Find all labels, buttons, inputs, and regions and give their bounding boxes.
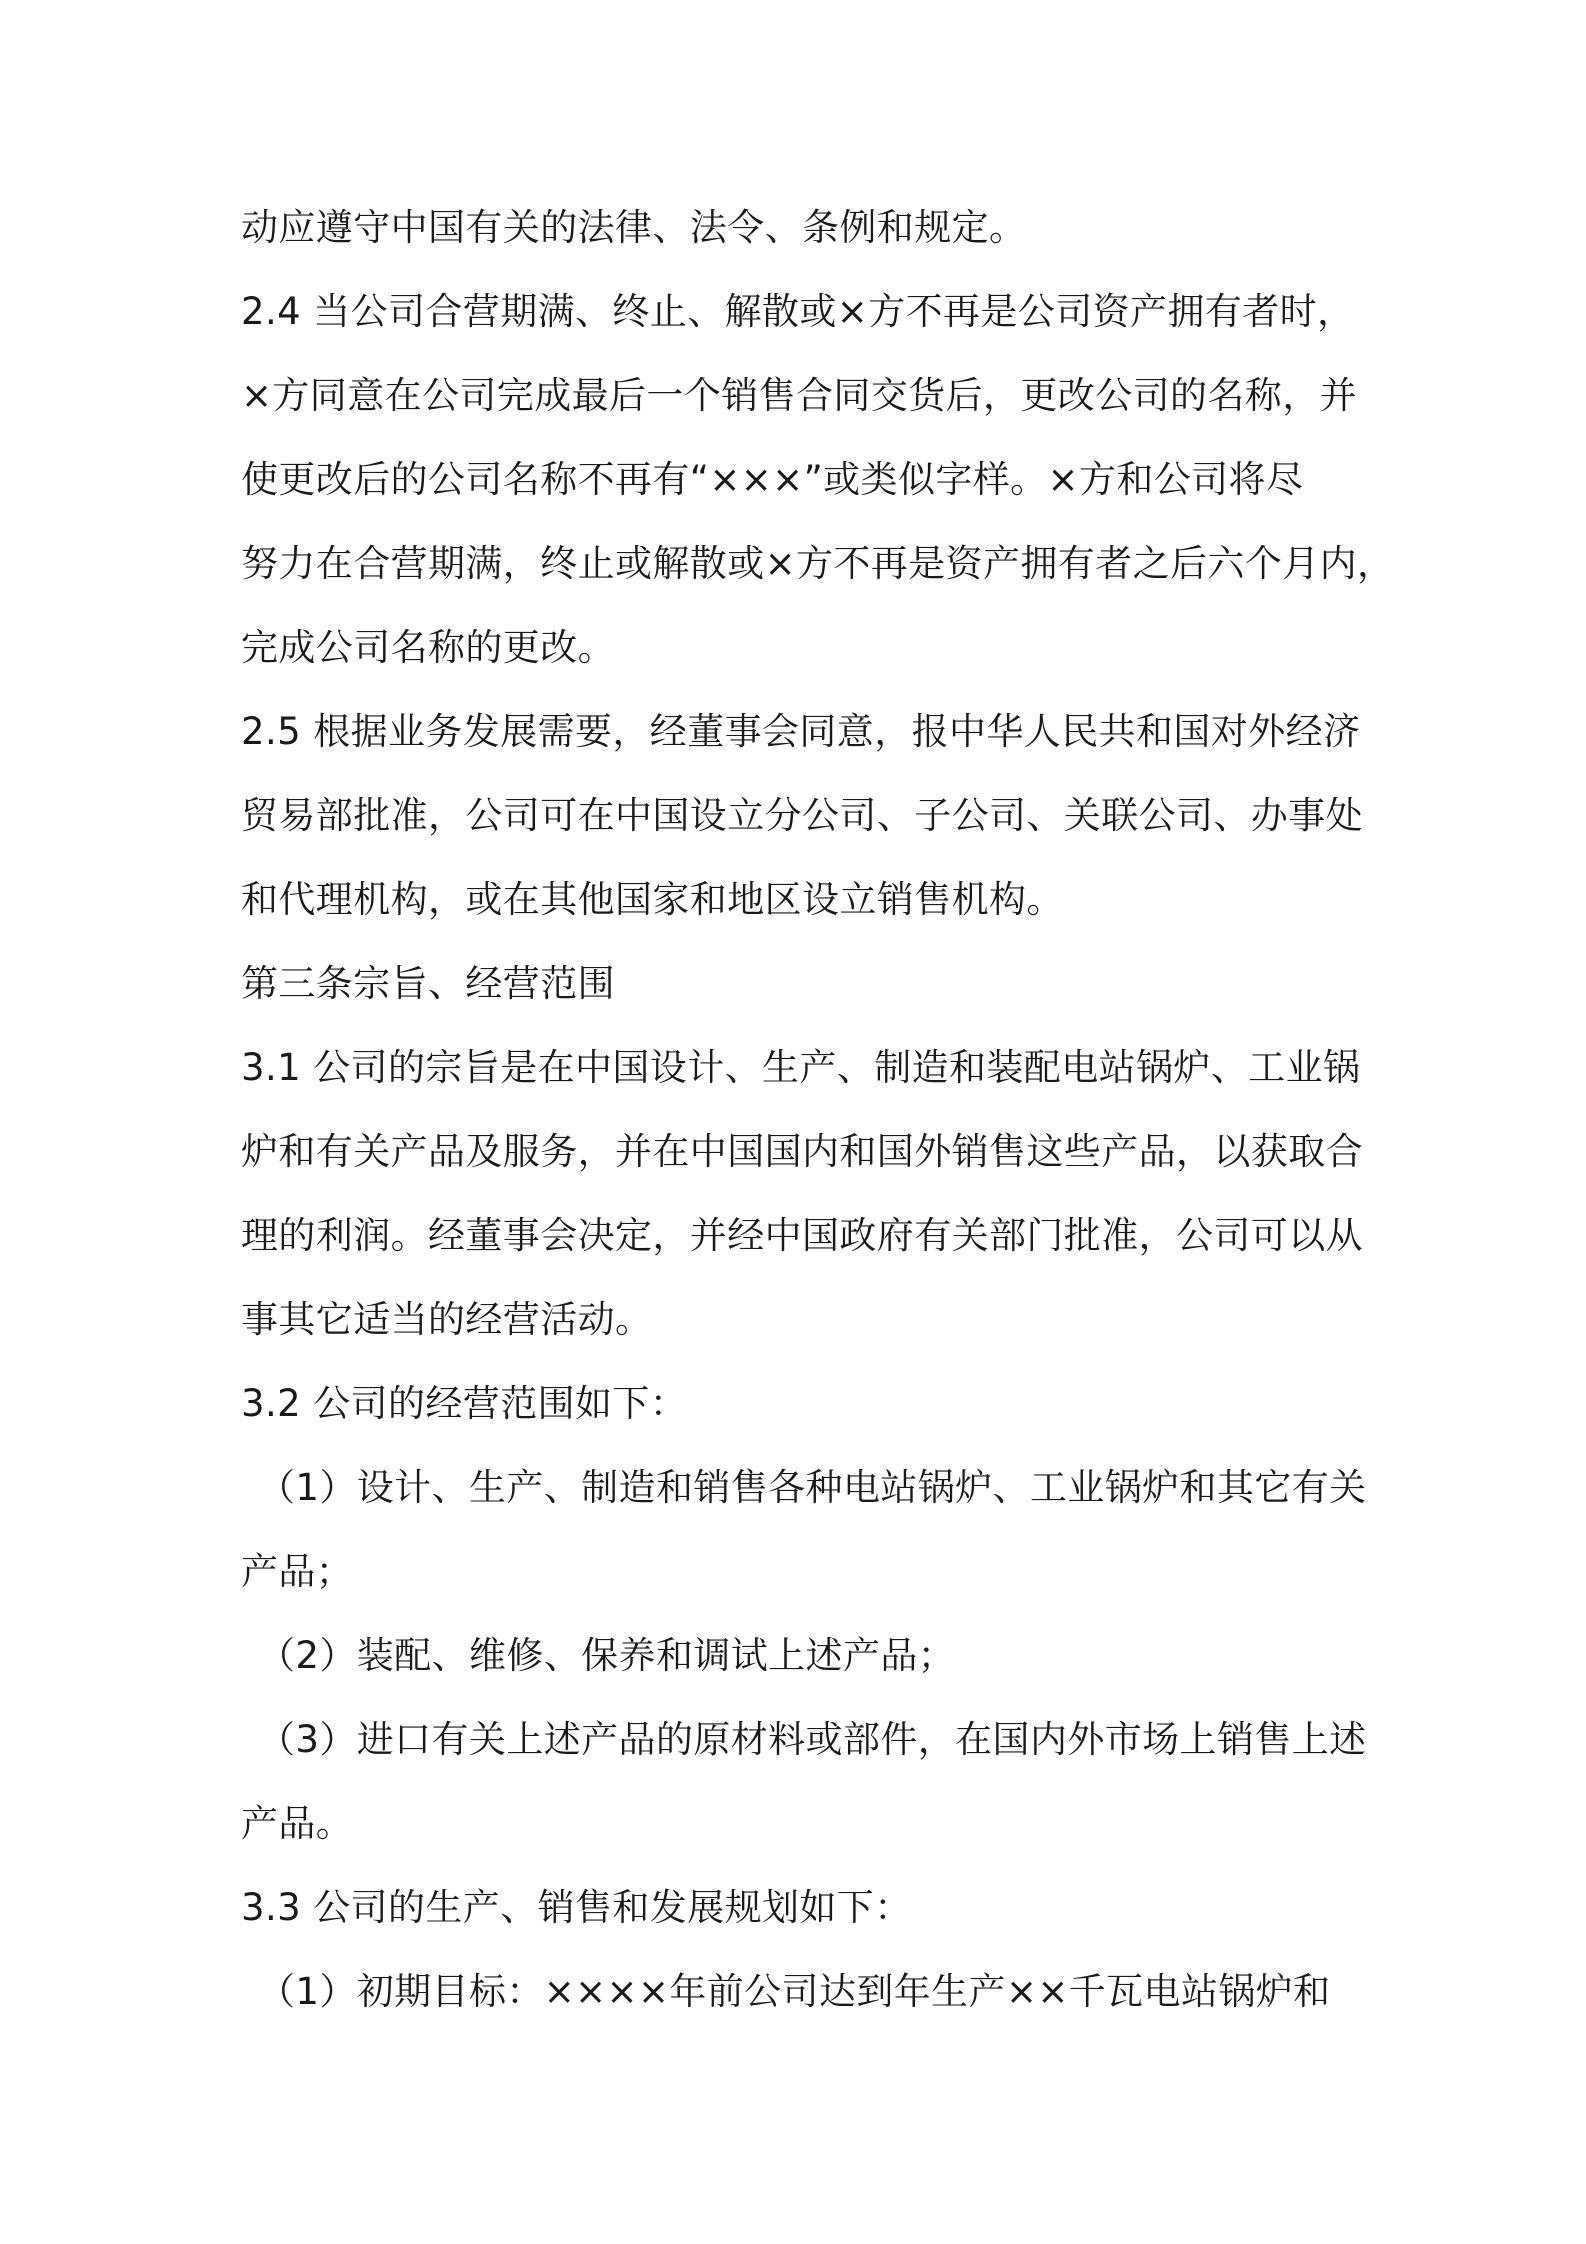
text-line-1: 动应遵守中国有关的法律、法令、条例和规定。 — [241, 206, 1027, 249]
text-line-8: 贸易部批准，公司可在中国设立分公司、子公司、关联公司、办事处 — [241, 794, 1363, 837]
text-line-6: 完成公司名称的更改。 — [241, 626, 615, 669]
text-line-4: 使更改后的公司名称不再有“×××”或类似字样。×方和公司将尽 — [241, 458, 1304, 501]
text-line-11: 3.1 公司的宗旨是在中国设计、生产、制造和装配电站锅炉、工业锅 — [241, 1046, 1361, 1089]
text-line-3: ×方同意在公司完成最后一个销售合同交货后，更改公司的名称，并 — [241, 374, 1357, 417]
text-line-20: 产品。 — [241, 1802, 354, 1845]
section-heading: 第三条宗旨、经营范围 — [241, 962, 615, 1005]
list-item-3: （3）进口有关上述产品的原材料或部件，在国内外市场上销售上述 — [258, 1718, 1367, 1761]
text-line-21: 3.3 公司的生产、销售和发展规划如下： — [241, 1886, 912, 1929]
text-line-13: 理的利润。经董事会决定，并经中国政府有关部门批准，公司可以从 — [241, 1214, 1363, 1257]
list-item-2: （2）装配、维修、保养和调试上述产品； — [258, 1634, 956, 1677]
text-line-12: 炉和有关产品及服务，并在中国国内和国外销售这些产品，以获取合 — [241, 1130, 1363, 1173]
text-line-7: 2.5 根据业务发展需要，经董事会同意，报中华人民共和国对外经济 — [241, 710, 1361, 753]
text-line-14: 事其它适当的经营活动。 — [241, 1298, 653, 1341]
list-item-1: （1）设计、生产、制造和销售各种电站锅炉、工业锅炉和其它有关 — [258, 1466, 1367, 1509]
text-line-5: 努力在合营期满，终止或解散或×方不再是资产拥有者之后六个月内， — [241, 542, 1395, 585]
text-line-15: 3.2 公司的经营范围如下： — [241, 1382, 688, 1425]
text-line-9: 和代理机构，或在其他国家和地区设立销售机构。 — [241, 878, 1064, 921]
list-item-4: （1）初期目标：××××年前公司达到年生产××千瓦电站锅炉和 — [258, 1970, 1331, 2013]
text-line-2: 2.4 当公司合营期满、终止、解散或×方不再是公司资产拥有者时， — [241, 290, 1355, 333]
text-line-17: 产品； — [241, 1550, 354, 1593]
